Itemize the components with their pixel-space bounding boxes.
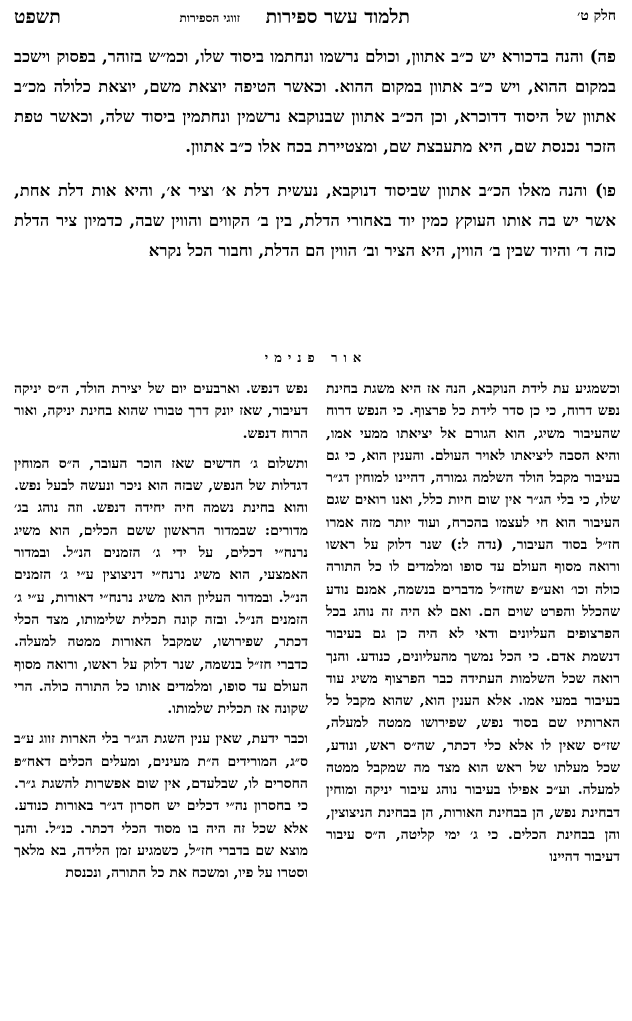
page-number: תשפט bbox=[14, 6, 61, 28]
commentary-right-column bbox=[326, 378, 620, 877]
commentary-paragraph: וכבר ידעת, שאין ענין השגת הג״ר בלי הארות זווג ע״ב ס״ג, המורידים ה״ת מעינים, ומעלים הכלים דאח״פ החסרים לו, שבלעדם, אין שום אפשרות להשגת ג״ר. כי בחסרון נה״י דכלים יש חסרון דג״ר באורות כנודע. אלא שכל זה היה בו מסוד הכלי דכתר. כנ״ל. והנך מוצא שם בדברי חז״ל, כשמגיע זמן הלידה, בא מלאך וסטרו על פיו, ומשכח את כל התורה, ונכנסת bbox=[14, 731, 308, 882]
commentary-columns bbox=[14, 378, 620, 1018]
main-text bbox=[14, 42, 616, 280]
running-header bbox=[10, 6, 622, 34]
paragraph-85: פה) והנה בדכורא יש כ״ב אתוון, וכולם נרשמו ונחתמו ביסוד שלו, וכמ״ש בזוהר, בפסוק וישכב במקום ההוא, ויש כ״ב אתוון במקום ההוא. וכאשר הטיפה יוצאת משם, יוצאת כלולה מכ״ב אתוון של היסוד דדוכרא, וכן הכ״ב אתוון שבנוקבא נרשמין ונחתמין ביסוד שלה, וכאשר טפת הזכר נכנסת שם, היא מתעבצת שם, ומצטיירת בכח אלו כ״ב אתוון. bbox=[14, 47, 616, 156]
commentary-left-column bbox=[14, 378, 308, 893]
volume-label: חלק ט׳ bbox=[577, 8, 616, 24]
commentary-paragraph: ותשלום ג׳ חדשים שאז הוכר העובר, ה״ס המוחין דגדלות של הנפש, שבזה הוא ניכר ונעשה לבעל נפש. והוא בחינת נשמה חיה יחידה דנפש. וזה נוהג בג׳ מדורים: שבמדור הראשון ששם הכלים, הוא משיג נרנח״י דכלים, על ידי ג׳ הזמנים הנ״ל. ובמדור האמצעי, הוא משיג נרנח״י דניצוצין ע״י ג׳ הזמנים הנ״ל. ובמדור העליון הוא משיג נרנח״י דאורות, ע״י ג׳ הזמנים הנ״ל. ובזה קונה תכלית שלימותו, מצד הכלי דכתר, שפירושו, שמקבל האורות ממטה למעלה. כדברי חז״ל בנשמה, שנר דלוק על ראשו, ורואה מסוף העולם עד סופו, ומלמדים אותו כל התורה כולה. הרי שקונה אז תכלית שלמותו. bbox=[14, 455, 308, 718]
paragraph-86: פו) והנה מאלו הכ״ב אתוון שביסוד דנוקבא, נעשית דלת א׳ וציר א׳, והיא אות דלת אחת, אשר יש בה אותו העוקץ כמין יוד באחורי הדלת, בין ב׳ הקווים והווין שבה, כדמיון ציר הדלת כזה ד׳ והיוד שבין ב׳ הווין, היא הציר וב׳ הווין הם הדלת, וחבור הכל נקרא bbox=[14, 181, 616, 260]
commentary-paragraph: נפש דנפש. וארבעים יום של יצירת הולד, ה״ס יניקה דעיבור, שאז יונק דרך טבורו שהוא בחינת יניקה, ואור הרוח דנפש. bbox=[14, 381, 308, 442]
section-subtitle: זווגי הספירות bbox=[179, 11, 240, 25]
commentary-title: אור פנימי bbox=[264, 351, 368, 366]
commentary-paragraph: וכשמגיע עת לידת הנוקבא, הנה אז היא משגת בחינת נפש דרוח, כי כן סדר לידת כל פרצוף. כי הנפש דרוח שהעיבור משיג, הוא הגורם אל יציאתו ממעי אמו, והיא הסבה ליציאתו לאויר העולם. והענין הוא, כי גם בעיבור מקבל הולד השלמה גמורה, דהיינו למוחין דג״ר שלו, כי בלי הג״ר אין שום חיות כלל, ואנו רואים שגם העיבור הוא חי לעצמו בהכרח, ועוד יותר מזה אמרו חז״ל בסוד העיבור, (נדה ל:) שנר דלוק על ראשו ורואה מסוף העולם עד סופו ומלמדים לו כל התורה כולה וכו׳ ואע״פ שחז״ל מדברים בנשמה, אמנם נודע שהכלל והפרט שוים הם. ואם לא היה זה נוהג בכל הפרצופים העליונים ודאי לא היה כן גם בעיבור דנשמת אדם. כי הכל נמשך מהעליונים, כנודע. והנך רואה שכל השלמות העתידה כבר הפרצוף משיג עוד בעיבור במעי אמו. אלא הענין הוא, שהוא מקבל כל הארותיו שם בסוד נפש, שפירושו ממטה למעלה, שז״ס שאין לו אלא כלי דכתר, שה״ס ראש, ונודע, שכל מעלתו של ראש הוא מצד מה שמקבל ממטה למעלה. וע״כ אפילו בעיבור נוהג עיבור יניקה ומוחין דבחינת נפש, הן בבחינת האורות, הן בבחינת הניצוצין, והן בבחינת הכלים. כי ג׳ ימי קליטה, ה״ס עיבור דעיבור דהיינו bbox=[326, 381, 620, 866]
book-title: תלמוד עשר ספירות bbox=[265, 6, 410, 28]
